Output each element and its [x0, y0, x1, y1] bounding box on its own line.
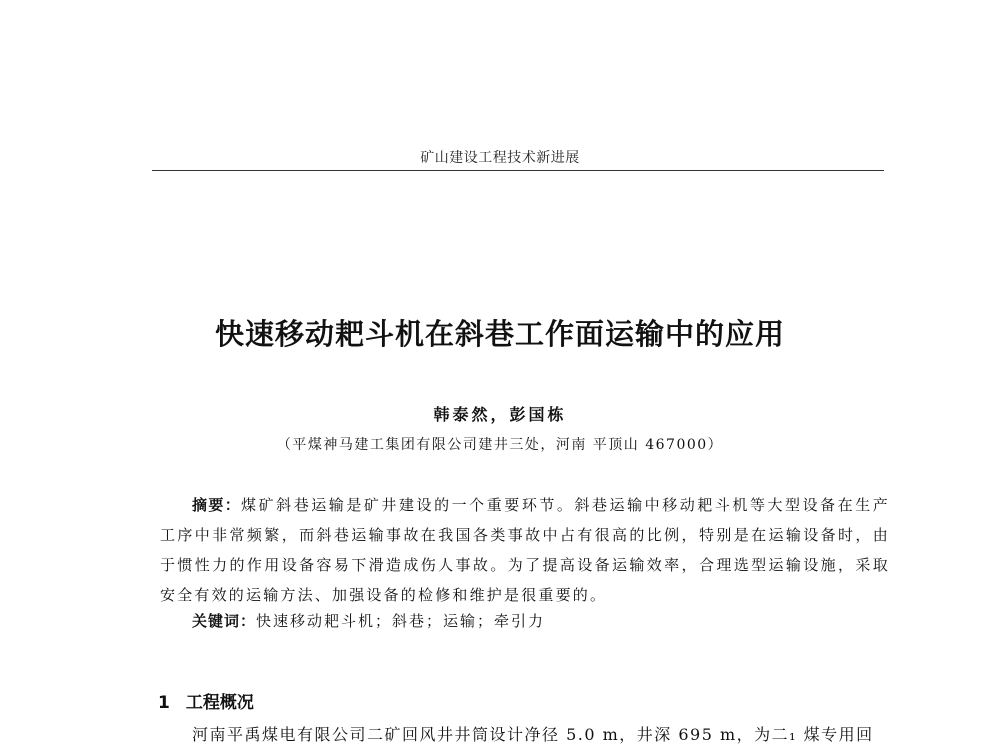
- header-rule: [152, 170, 884, 171]
- body-paragraph: 河南平禹煤电有限公司二矿回风井井筒设计净径 5.0 m，井深 695 m，为二₁ 煤专用回: [192, 725, 874, 744]
- section-number: 1: [158, 693, 170, 713]
- keywords-text: 快速移动耙斗机；斜巷；运输；牵引力: [256, 612, 546, 630]
- affiliation: （平煤神马建工集团有限公司建井三处，河南 平顶山 467000）: [276, 437, 724, 453]
- section-heading: [158, 688, 254, 713]
- section-title: 工程概况: [185, 693, 254, 713]
- abstract-text: 煤矿斜巷运输是矿井建设的一个重要环节。斜巷运输中移动耙斗机等大型设备在生产工序中非常频繁，而斜巷运输事故在我国各类事故中占有很高的比例，特别是在运输设备时，由于惯性力的作用设备容易下滑造成伤人事故。为了提高设备运输效率，合理选型运输设施，采取安全有效的运输方法、加强设备的检修和维护是很重要的。: [160, 496, 890, 604]
- abstract: [160, 490, 890, 610]
- keywords: [160, 610, 890, 631]
- keywords-label: 关键词：: [192, 612, 257, 630]
- abstract-label: 摘要：: [192, 496, 242, 514]
- running-head: 矿山建设工程技术新进展: [420, 150, 580, 166]
- paper-title: 快速移动耙斗机在斜巷工作面运输中的应用: [214, 317, 785, 351]
- authors: 韩泰然，彭国栋: [433, 405, 567, 424]
